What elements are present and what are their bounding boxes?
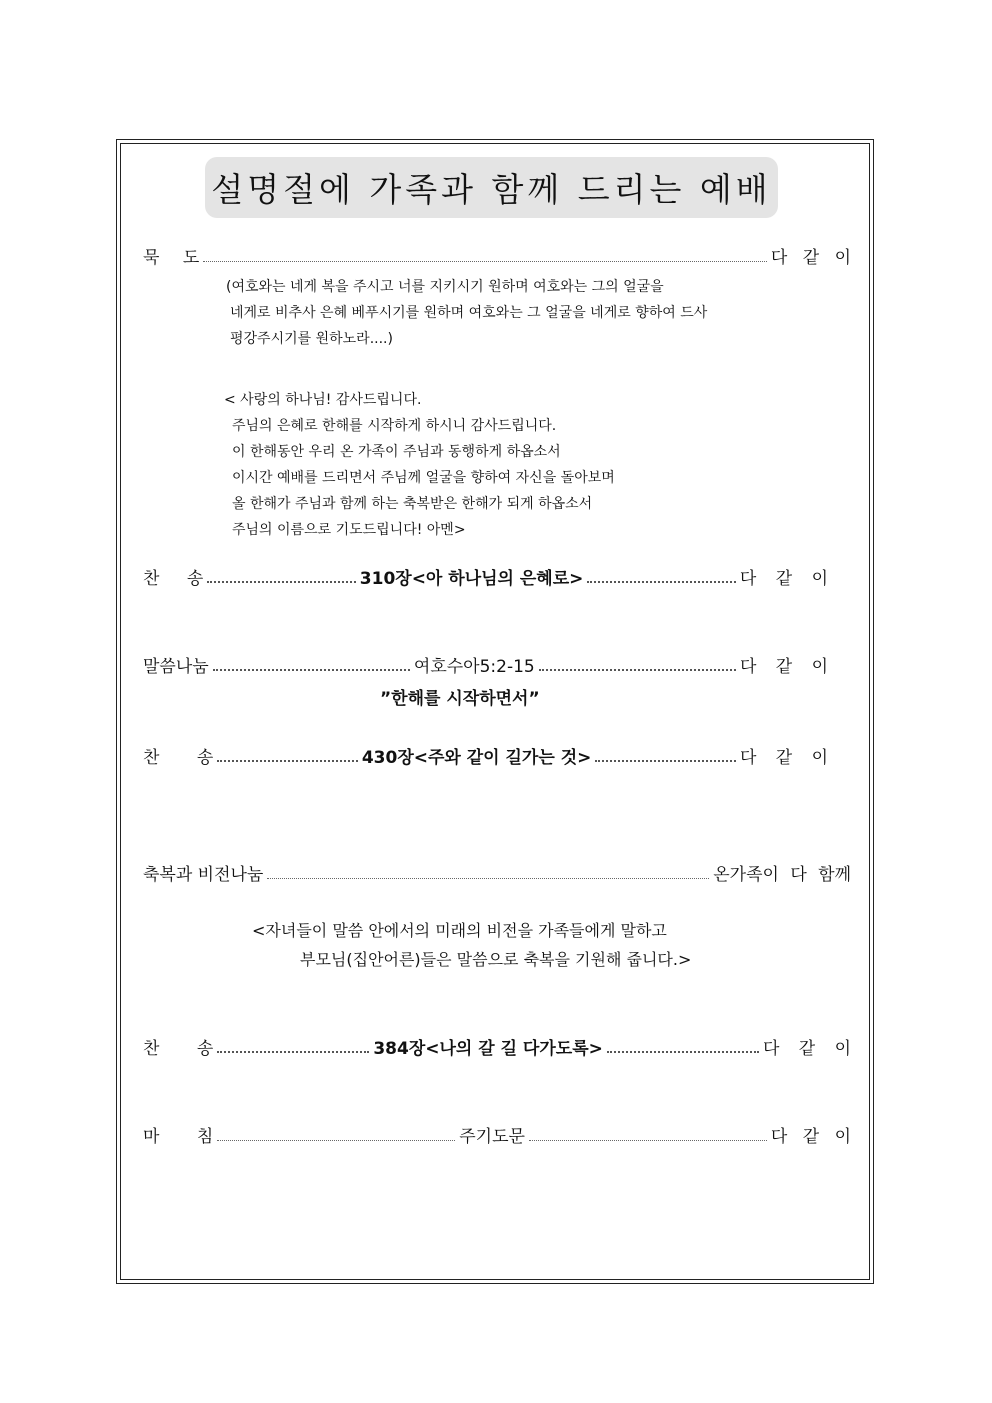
row-closing bbox=[143, 1122, 851, 1146]
row-hymn-2 bbox=[143, 743, 828, 767]
row-hymn-3-leader: 다 같 이 bbox=[762, 1038, 852, 1059]
closing-title: 주기도문 bbox=[459, 1126, 525, 1147]
prayer-block bbox=[224, 387, 615, 543]
prayer-line: 주님의 이름으로 기도드립니다! 아멘> bbox=[232, 522, 466, 538]
hymn-3-title: 384장<나의 갈 길 다가도록> bbox=[373, 1038, 603, 1059]
row-hymn-1-label: 찬 송 bbox=[143, 568, 204, 589]
verse-line: 네게로 비추사 은혜 베푸시기를 원하며 여호와는 그 얼굴을 네게로 향하여 드사 bbox=[230, 305, 708, 321]
leader-dots bbox=[267, 878, 709, 879]
prayer-line: 이시간 예배를 드리면서 주님께 얼굴을 향하여 자신을 돌아보며 bbox=[232, 470, 615, 486]
leader-dots bbox=[587, 581, 736, 583]
row-hymn-2-leader: 다 같 이 bbox=[739, 747, 829, 768]
document-title: 설명절에 가족과 함께 드리는 예배 bbox=[205, 157, 778, 218]
leader-dots bbox=[207, 581, 356, 583]
hymn-2-title: 430장<주와 같이 길가는 것> bbox=[361, 747, 592, 768]
leader-dots bbox=[217, 760, 358, 762]
sermon-title: ”한해를 시작하면서” bbox=[380, 689, 540, 709]
row-hymn-1-leader: 다 같 이 bbox=[739, 568, 828, 589]
row-blessing bbox=[143, 860, 851, 884]
hymn-1-title: 310장<아 하나님의 은혜로> bbox=[359, 568, 584, 589]
row-blessing-leader: 온가족이 다 함께 bbox=[713, 864, 851, 885]
row-hymn-3 bbox=[143, 1034, 851, 1058]
row-mokdo bbox=[143, 243, 851, 267]
leader-dots bbox=[217, 1140, 455, 1141]
leader-dots bbox=[595, 760, 736, 762]
row-blessing-label: 축복과 비전나눔 bbox=[143, 864, 264, 885]
row-closing-leader: 다 같 이 bbox=[770, 1126, 851, 1147]
blessing-note bbox=[252, 916, 691, 974]
prayer-line: < 사랑의 하나님! 감사드립니다. bbox=[224, 392, 422, 408]
row-mokdo-leader: 다 같 이 bbox=[770, 247, 851, 268]
leader-dots bbox=[213, 669, 410, 671]
leader-dots bbox=[217, 1051, 369, 1053]
verse-line: (여호와는 네게 복을 주시고 너를 지키시기 원하며 여호와는 그의 얼굴을 bbox=[226, 279, 664, 295]
leader-dots bbox=[539, 669, 736, 671]
verse-line: 평강주시기를 원하노라....) bbox=[230, 331, 393, 347]
scripture-reference: 여호수아5:2-15 bbox=[413, 656, 535, 677]
leader-dots bbox=[529, 1140, 767, 1141]
row-word-label: 말씀나눔 bbox=[143, 656, 209, 677]
note-line: 부모님(집안어른)들은 말씀으로 축복을 기원해 줍니다.> bbox=[300, 950, 692, 969]
prayer-line: 올 한해가 주님과 함께 하는 축복받은 한해가 되게 하옵소서 bbox=[232, 496, 593, 512]
leader-dots bbox=[203, 261, 767, 262]
row-word-leader: 다 같 이 bbox=[739, 656, 829, 677]
row-word bbox=[143, 652, 828, 676]
row-hymn-1 bbox=[143, 564, 828, 588]
row-mokdo-label: 묵 도 bbox=[143, 247, 200, 268]
row-closing-label: 마 침 bbox=[143, 1126, 214, 1147]
prayer-line: 이 한해동안 우리 온 가족이 주님과 동행하게 하옵소서 bbox=[232, 444, 561, 460]
leader-dots bbox=[607, 1051, 759, 1053]
note-line: <자녀들이 말씀 안에서의 미래의 비전을 가족들에게 말하고 bbox=[252, 921, 667, 940]
verse-block bbox=[226, 274, 707, 352]
prayer-line: 주님의 은혜로 한해를 시작하게 하시니 감사드립니다. bbox=[232, 418, 557, 434]
row-hymn-3-label: 찬 송 bbox=[143, 1038, 214, 1059]
row-hymn-2-label: 찬 송 bbox=[143, 747, 214, 768]
